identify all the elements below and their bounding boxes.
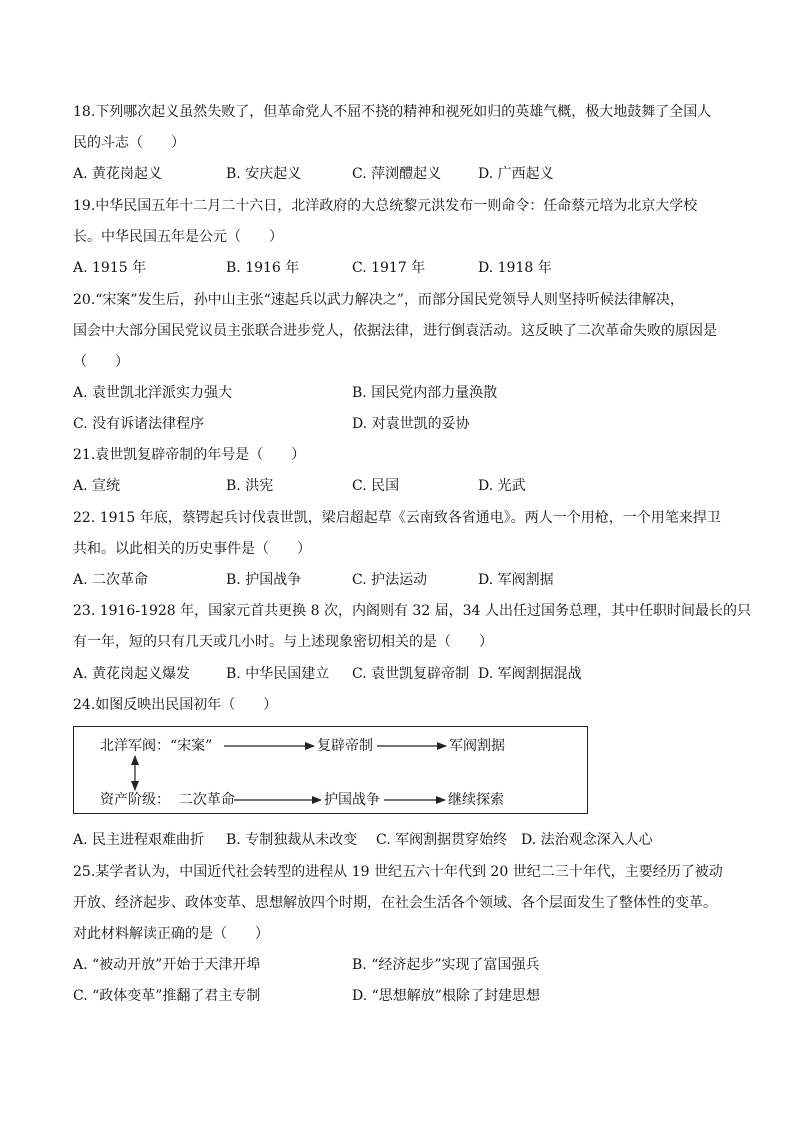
q22-line-2: 共和。以此相关的历史事件是（ ） [73,541,311,557]
q25-line-2: 开放、经济起步、政体变革、思想解放四个时期，在社会生活各个领域、各个层面发生了整体性的变革。 [73,895,717,911]
q18-option-d[interactable]: D. 广西起义 [478,166,554,182]
q20-option-b[interactable]: B. 国民党内部力量涣散 [352,385,498,401]
q20-line-2: 国会中大部分国民党议员主张联合进步党人，依据法律，进行倒袁活动。这反映了二次革命失败的原因是 [73,323,717,339]
diagram-row1-node-2: 复辟帝制 [317,738,373,754]
q20-option-a[interactable]: A. 袁世凯北洋派实力强大 [73,385,233,401]
q18-line-1: 18.下列哪次起义虽然失败了，但革命党人不屈不挠的精神和视死如归的英雄气概，极大地鼓舞了全国人 [73,104,712,120]
q25-options-row-2 [73,986,733,1006]
q25-option-a[interactable]: A. “被动开放”开始于天津开埠 [73,957,261,973]
q25-line-1: 25.某学者认为，中国近代社会转型的进程从 19 世纪五六十年代到 20 世纪二三十年代，主要经历了被动 [73,864,723,880]
q25-line-3: 对此材料解读正确的是（ ） [73,926,269,942]
q22-line-1: 22. 1915 年底，蔡锷起兵讨伐袁世凯，梁启超起草《云南致各省通电》。两人一个用枪，一个用笔来捍卫 [73,510,721,526]
q18-option-a[interactable]: A. 黄花岗起义 [73,166,163,182]
q21-option-b[interactable]: B. 洪宪 [226,478,274,494]
q20-options-row-1 [73,383,733,403]
q23-option-d[interactable]: D. 军阀割据混战 [478,666,582,682]
q20-option-c[interactable]: C. 没有诉诸法律程序 [73,416,205,432]
q23-options [73,664,733,684]
q19-option-b[interactable]: B. 1916 年 [226,260,300,276]
diagram-row1-label: 北洋军阀：“宋案” [100,738,213,754]
q21-line-1: 21.袁世凯复辟帝制的年号是（ ） [73,447,306,463]
q18-option-b[interactable]: B. 安庆起义 [226,166,302,182]
q22-options [73,570,733,590]
q20-option-d[interactable]: D. 对袁世凯的妥协 [352,416,470,432]
q24-option-a[interactable]: A. 民主进程艰难曲折 [73,832,205,848]
q20-line-3: （ ） [73,354,129,370]
q18-options [73,164,733,184]
q20-options-row-2 [73,414,733,434]
q24-options [73,830,733,850]
q21-options [73,476,733,496]
q25-option-d[interactable]: D. “思想解放”根除了封建思想 [352,988,540,1004]
q24-line-1: 24.如图反映出民国初年（ ） [73,697,278,713]
q19-option-a[interactable]: A. 1915 年 [73,260,147,276]
q18-option-c[interactable]: C. 萍浏醴起义 [352,166,442,182]
q19-line-1: 19.中华民国五年十二月二十六日，北洋政府的大总统黎元洪发布一则命令：任命蔡元培为北京大学校 [73,198,698,214]
q21-option-a[interactable]: A. 宣统 [73,478,121,494]
q19-line-2: 长。中华民国五年是公元（ ） [73,229,283,245]
q18-line-2: 民的斗志（ ） [73,135,185,151]
q21-option-d[interactable]: D. 光武 [478,478,526,494]
q19-options [73,258,733,278]
q23-option-a[interactable]: A. 黄花岗起义爆发 [73,666,191,682]
q23-line-1: 23. 1916-1928 年，国家元首共更换 8 次，内阁则有 32 届，34 人出任过国务总理，其中任职时间最长的只 [73,603,751,619]
q25-options-row-1 [73,955,733,975]
q24-option-b[interactable]: B. 专制独裁从未改变 [226,832,358,848]
q25-option-c[interactable]: C. “政体变革”推翻了君主专制 [73,988,261,1004]
q24-option-d[interactable]: D. 法治观念深入人心 [521,832,653,848]
q22-option-d[interactable]: D. 军阀割据 [478,572,554,588]
q20-line-1: 20.“宋案”发生后，孙中山主张“速起兵以武力解决之”，而部分国民党领导人则坚持听候法律解决， [73,292,684,308]
q25-option-b[interactable]: B. “经济起步”实现了富国强兵 [352,957,540,973]
diagram-row2-node-3: 继续探索 [448,792,504,808]
q22-option-c[interactable]: C. 护法运动 [352,572,428,588]
q21-option-c[interactable]: C. 民国 [352,478,400,494]
q23-option-c[interactable]: C. 袁世凯复辟帝制 [352,666,470,682]
q23-line-2: 有一年，短的只有几天或几小时。与上述现象密切相关的是（ ） [73,634,493,650]
diagram-row2-node-2: 护国战争 [324,792,380,808]
diagram-row2-label: 资产阶级： 二次革命 [100,792,235,808]
q24-option-c[interactable]: C. 军阀割据贯穿始终 [376,832,508,848]
q22-option-a[interactable]: A. 二次革命 [73,572,149,588]
flow-diagram [73,726,588,814]
diagram-row1-node-3: 军阀割据 [449,738,505,754]
q19-option-d[interactable]: D. 1918 年 [478,260,552,276]
q19-option-c[interactable]: C. 1917 年 [352,260,426,276]
q22-option-b[interactable]: B. 护国战争 [226,572,302,588]
q23-option-b[interactable]: B. 中华民国建立 [226,666,330,682]
